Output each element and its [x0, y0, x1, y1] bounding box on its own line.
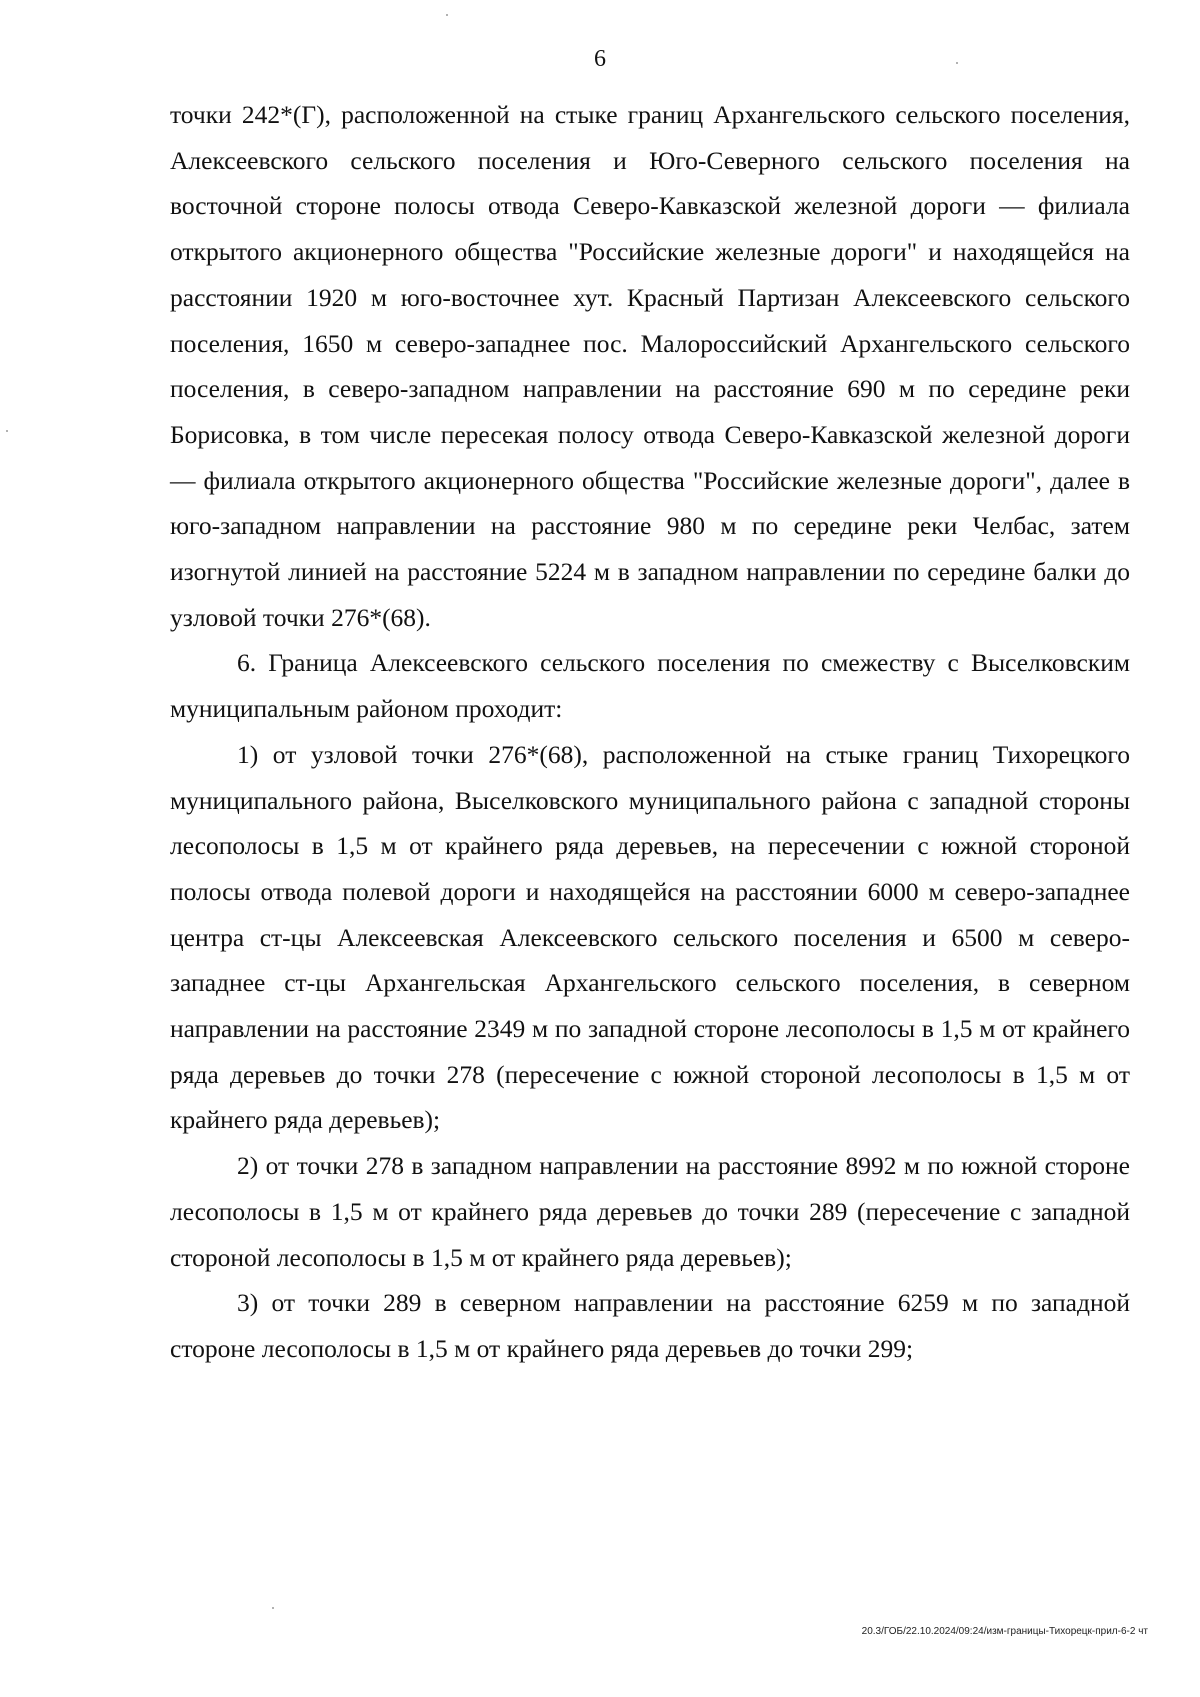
footer-file-reference: 20.3/ГОБ/22.10.2024/09:24/изм-границы-Тихорецк-прил-6-2 чт — [861, 1626, 1148, 1637]
scan-speck — [6, 430, 8, 432]
paragraph-item-1: 1) от узловой точки 276*(68), расположенной на стыке границ Тихорецкого муниципального района, Выселковского муниципального района с западной стороны лесополосы в 1,5 м от крайнего ряда деревьев, на пересечении с южной стороной полосы отвода полевой дороги и находящейся на расстоянии 6000 м северо-западнее центра ст-цы Алексеевская Алексеевского сельского поселения и 6500 м северо-западнее ст-цы Архангельская Архангельского сельского поселения, в северном направлении на расстояние 2349 м по западной стороне лесополосы в 1,5 м от крайнего ряда деревьев до точки 278 (пересечение с южной стороной лесополосы в 1,5 м от крайнего ряда деревьев); — [170, 739, 1130, 1135]
scan-speck — [446, 14, 448, 16]
scan-speck — [272, 1607, 274, 1609]
paragraph-continuation: точки 242*(Г), расположенной на стыке границ Архангельского сельского поселения, Алексеевского сельского поселения и Юго-Северного сельского поселения на восточной стороне полосы отвода Северо-Кавказской железной дороги — филиала открытого акционерного общества "Российские железные дороги" и находящейся на расстоянии 1920 м юго-восточнее хут. Красный Партизан Алексеевского сельского поселения, 1650 м северо-западнее пос. Малороссийский Архангельского сельского поселения, в северо-западном направлении на расстояние 690 м по середине реки Борисовка, в том числе пересекая полосу отвода Северо-Кавказской железной дороги — филиала открытого акционерного общества "Российские железные дороги", далее в юго-западном направлении на расстояние 980 м по середине реки Челбас, затем изогнутой линией на расстояние 5224 м в западном направлении по середине балки до узловой точки 276*(68). — [170, 100, 1130, 632]
page-number: 6 — [594, 46, 606, 72]
paragraph-item-2: 2) от точки 278 в западном направлении на расстояние 8992 м по южной стороне лесополосы в 1,5 м от крайнего ряда деревьев до точки 289 (пересечение с западной стороной лесополосы в 1,5 м от крайнего ряда деревьев); — [170, 1151, 1130, 1272]
document-body — [170, 92, 1130, 1372]
paragraph-item-3: 3) от точки 289 в северном направлении на расстояние 6259 м по западной стороне лесополосы в 1,5 м от крайнего ряда деревьев до точки 299; — [170, 1288, 1130, 1363]
paragraph-section-6: 6. Граница Алексеевского сельского поселения по смежеству с Выселковским муниципальным районом проходит: — [170, 648, 1130, 724]
scan-speck — [956, 62, 958, 64]
